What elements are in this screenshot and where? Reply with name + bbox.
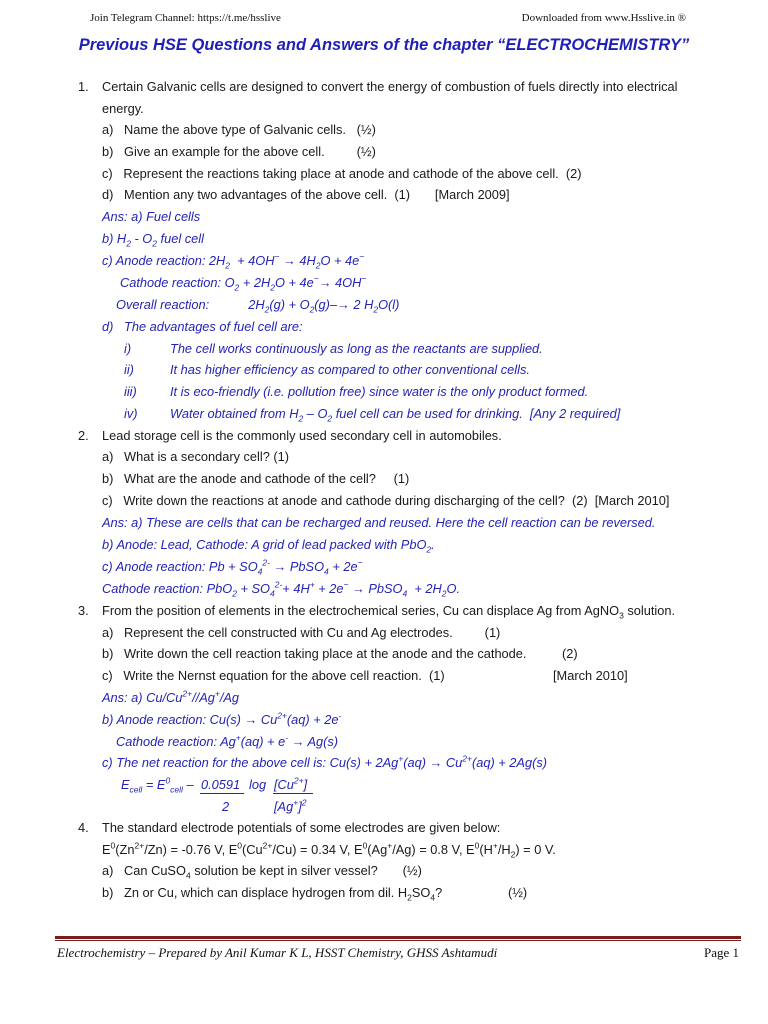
nernst-lhs: $E_{cell} = E^0_{cell}$ – bbox=[121, 775, 198, 795]
sub-question-a: a) Represent the cell constructed with Cu and Ag electrodes. (1) bbox=[102, 625, 501, 640]
anode-reaction: c) Anode reaction: $Pb + SO_4^{2-}$ → PbSO$_4$ + 2e− bbox=[102, 557, 363, 577]
question-number: 4. bbox=[78, 820, 89, 835]
advantage-text: The cell works continuously as long as the reactants are supplied. bbox=[170, 341, 543, 356]
sub-question-c: c) Write down the reactions at anode and cathode during discharging of the cell? (2) [March 2010] bbox=[102, 493, 670, 508]
fraction-bar bbox=[273, 793, 313, 794]
question-stem: Lead storage cell is the commonly used secondary cell in automobiles. bbox=[102, 428, 502, 443]
sub-question-b: b) Give an example for the above cell. (½) bbox=[102, 144, 376, 159]
sub-question-a: a) What is a secondary cell? (1) bbox=[102, 449, 290, 464]
cathode-reaction: Cathode reaction: Ag+(aq) + e- → Ag(s) bbox=[116, 732, 339, 749]
sub-question-c: c) Represent the reactions taking place at anode and cathode of the above cell. (2) bbox=[102, 166, 582, 181]
sub-question-b: b) Write down the cell reaction taking place at the anode and the cathode. (2) bbox=[102, 646, 578, 661]
nernst-log: log bbox=[249, 777, 267, 792]
nernst-numerator: 0.0591 bbox=[201, 777, 241, 792]
answer-a: Ans: a) $Cu/Cu^{2+}//Ag^+/Ag$ bbox=[102, 688, 240, 705]
question-stem: From the position of elements in the electrochemical series, Cu can displace Ag from AgNO$_3$ solution. bbox=[102, 603, 676, 621]
net-reaction: c) The net reaction for the above cell is: $Cu(s) + 2Ag^+(aq) \to Cu^{2+}(aq) + 2Ag(s)$ bbox=[102, 753, 547, 770]
answer-b: b) $H_2 - O_2$ fuel cell bbox=[102, 231, 204, 249]
advantage-text: It has higher efficiency as compared to other conventional cells. bbox=[170, 362, 530, 377]
question-number: 2. bbox=[78, 428, 89, 443]
footer-rule bbox=[55, 936, 741, 939]
advantage-number: iv) bbox=[124, 406, 138, 421]
footer-rule-thin bbox=[55, 940, 741, 941]
advantages-heading: d) The advantages of fuel cell are: bbox=[102, 319, 303, 334]
answer-a: Ans: a) Fuel cells bbox=[102, 209, 201, 224]
electrode-potentials: $E^0(Zn^{2+}/Zn) = -0.76$ V, $E^0(Cu^{2+}/Cu) = 0.34$ V, $E^0(Ag^+/Ag) = 0.8$ V, $E^0(H^+/H_2) = 0$ V. bbox=[102, 840, 556, 860]
advantage-text: Water obtained from $H_2 - O_2$ fuel cell can be used for drinking. [Any 2 required] bbox=[170, 406, 621, 424]
sub-question-c: c) Write the Nernst equation for the above cell reaction. (1) bbox=[102, 668, 445, 683]
anode-reaction: b) Anode reaction: $Cu(s) \to Cu^{2+}(aq) + 2e^-$ bbox=[102, 710, 342, 727]
sub-question-a: a) Can CuSO$_4$ solution be kept in silver vessel? (½) bbox=[102, 863, 422, 881]
nernst-log-numerator: $[Cu^{2+}]$ bbox=[274, 775, 308, 792]
overall-reaction: Overall reaction: $2H_2(g) + O_2(g)-\to 2$ $H_2O(l)$ bbox=[116, 297, 400, 315]
advantage-text: It is eco-friendly (i.e. pollution free) since water is the only product formed. bbox=[170, 384, 589, 399]
page-title: Previous HSE Questions and Answers of the chapter “ELECTROCHEMISTRY” bbox=[78, 36, 690, 54]
answer-a: Ans: a) These are cells that can be recharged and reused. Here the cell reaction can be reversed. bbox=[102, 515, 656, 530]
advantage-number: iii) bbox=[124, 384, 137, 399]
question-number: 3. bbox=[78, 603, 89, 618]
cathode-reaction: Cathode reaction: $O_2 + 2H_2O + 4e^-\to 4OH^-$ bbox=[120, 273, 367, 293]
question-stem: The standard electrode potentials of some electrodes are given below: bbox=[102, 820, 501, 835]
question-date: [March 2010] bbox=[553, 668, 628, 683]
answer-b: b) Anode: Lead, Cathode: A grid of lead packed with PbO$_2$. bbox=[102, 537, 435, 555]
nernst-log-denominator: $[Ag^+]^2$ bbox=[274, 797, 307, 814]
footer-credit: Electrochemistry – Prepared by Anil Kumar K L, HSST Chemistry, GHSS Ashtamudi bbox=[57, 945, 498, 960]
sub-question-b: b) Zn or Cu, which can displace hydrogen from dil. $H_2SO_4$? bbox=[102, 885, 443, 903]
question-number: 1. bbox=[78, 79, 89, 94]
sub-question-d: d) Mention any two advantages of the above cell. (1) [March 2009] bbox=[102, 187, 510, 202]
question-stem-cont: energy. bbox=[102, 101, 144, 116]
anode-reaction: c) Anode reaction: $2H_2 + 4OH^- \to 4H_2O + 4e^-$ bbox=[102, 251, 365, 271]
marks: (½) bbox=[508, 885, 528, 900]
question-stem: Certain Galvanic cells are designed to convert the energy of combustion of fuels directly into electrical bbox=[102, 79, 678, 94]
cathode-reaction: Cathode reaction: $PbO_2 + SO_4^{2-}+ 4H^+ + 2e^-$ → PbSO$_4$ + $2H_2O$. bbox=[102, 579, 460, 599]
header-right: Downloaded from www.Hsslive.in ® bbox=[521, 12, 686, 24]
nernst-denominator: 2 bbox=[222, 799, 230, 814]
fraction-bar bbox=[200, 793, 244, 794]
sub-question-a: a) Name the above type of Galvanic cells. (½) bbox=[102, 122, 376, 137]
advantage-number: i) bbox=[124, 341, 132, 356]
advantage-number: ii) bbox=[124, 362, 134, 377]
sub-question-b: b) What are the anode and cathode of the cell? (1) bbox=[102, 471, 410, 486]
page-number: Page 1 bbox=[703, 945, 739, 960]
header-left: Join Telegram Channel: https://t.me/hsslive bbox=[90, 12, 281, 24]
